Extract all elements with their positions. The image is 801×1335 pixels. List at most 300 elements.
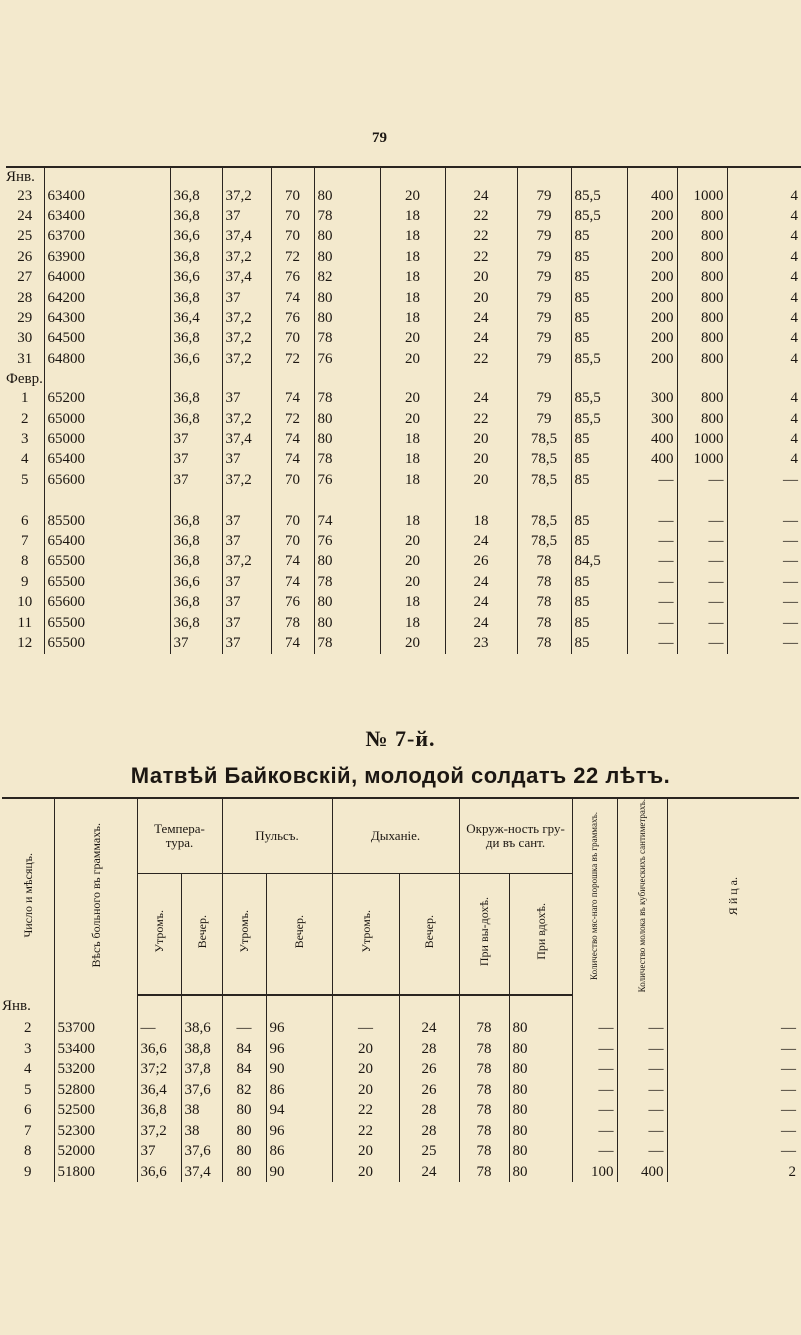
cell-eggs: 4 — [727, 389, 801, 409]
cell-pulse-m: 82 — [222, 1080, 266, 1101]
cell-chest-out: 78 — [459, 1080, 509, 1101]
cell-eggs: 4 — [727, 227, 801, 247]
cell-temp-m: 36,6 — [170, 572, 222, 592]
cell-weight: 65000 — [44, 409, 170, 429]
empty-cell — [667, 995, 799, 1018]
cell-milk: 1000 — [677, 450, 727, 470]
cell-powder: 200 — [627, 227, 677, 247]
empty-cell — [380, 167, 445, 186]
spacer-row — [6, 490, 801, 510]
cell-powder: — — [627, 531, 677, 551]
cell-weight: 65500 — [44, 613, 170, 633]
cell-chest-out: 78 — [459, 1100, 509, 1121]
cell-chest-out: 78,5 — [517, 531, 571, 551]
cell-pulse-e: 96 — [266, 1039, 332, 1060]
cell-pulse-e: 80 — [314, 227, 380, 247]
cell-chest-in: 85 — [571, 288, 627, 308]
cell-temp-e: 37,2 — [222, 329, 271, 349]
cell-milk: — — [617, 1059, 667, 1080]
cell-powder: — — [572, 1141, 617, 1162]
cell-milk: — — [677, 592, 727, 612]
table-row — [6, 429, 801, 449]
cell-day: 3 — [24, 1040, 32, 1057]
cell-resp-e: 28 — [399, 1100, 459, 1121]
cell-pulse-e: 78 — [314, 206, 380, 226]
cell-pulse-m: 76 — [271, 308, 314, 328]
cell-pulse-e: 96 — [266, 1121, 332, 1142]
cell-pulse-m: 74 — [271, 552, 314, 572]
month-row — [2, 995, 799, 1018]
cell-temp-m: 36,8 — [170, 329, 222, 349]
cell-resp-m: 20 — [380, 552, 445, 572]
cell-temp-e: 38 — [181, 1121, 222, 1142]
header-temp-evening: Вечер. — [181, 873, 222, 995]
cell-resp-e: 26 — [399, 1080, 459, 1101]
empty-cell — [399, 995, 459, 1018]
cell-pulse-m: 74 — [271, 633, 314, 653]
empty-cell — [445, 370, 517, 389]
month-label: Февр. — [6, 370, 43, 387]
cell-pulse-e: 86 — [266, 1080, 332, 1101]
empty-cell — [222, 490, 271, 510]
table-row — [2, 1100, 799, 1121]
cell-chest-in: 80 — [509, 1018, 572, 1039]
cell-resp-m: 20 — [380, 633, 445, 653]
cell-eggs: — — [727, 613, 801, 633]
cell-milk: — — [677, 633, 727, 653]
cell-milk: — — [617, 1141, 667, 1162]
cell-chest-in: 85,5 — [571, 206, 627, 226]
cell-weight: 53700 — [54, 1018, 137, 1039]
cell-milk: 800 — [677, 409, 727, 429]
cell-powder: 200 — [627, 349, 677, 369]
cell-weight: 64500 — [44, 329, 170, 349]
cell-milk: 800 — [677, 308, 727, 328]
cell-weight: 52800 — [54, 1080, 137, 1101]
empty-cell — [222, 995, 266, 1018]
empty-cell — [727, 490, 801, 510]
cell-pulse-m: 84 — [222, 1039, 266, 1060]
cell-chest-in: 85,5 — [571, 186, 627, 206]
cell-resp-m: 20 — [380, 409, 445, 429]
cell-resp-m: 20 — [380, 329, 445, 349]
cell-resp-e: 24 — [445, 531, 517, 551]
table-row — [6, 572, 801, 592]
empty-cell — [380, 490, 445, 510]
cell-temp-m: 36,8 — [170, 511, 222, 531]
cell-eggs: — — [727, 592, 801, 612]
cell-temp-m: 36,8 — [170, 613, 222, 633]
empty-cell — [222, 370, 271, 389]
cell-day: 25 — [17, 228, 33, 245]
cell-pulse-e: 76 — [314, 349, 380, 369]
table-row — [2, 1018, 799, 1039]
cell-pulse-m: 80 — [222, 1162, 266, 1183]
cell-temp-e: 37,8 — [181, 1059, 222, 1080]
cell-powder: — — [572, 1121, 617, 1142]
empty-cell — [627, 370, 677, 389]
cell-powder: — — [627, 470, 677, 490]
empty-cell — [459, 995, 509, 1018]
cell-pulse-e: 82 — [314, 268, 380, 288]
cell-resp-e: 20 — [445, 470, 517, 490]
cell-powder: 200 — [627, 247, 677, 267]
cell-day: 6 — [24, 1102, 32, 1119]
cell-powder: — — [572, 1059, 617, 1080]
cell-temp-e: 37,2 — [222, 308, 271, 328]
cell-weight: 64300 — [44, 308, 170, 328]
cell-eggs: 4 — [727, 409, 801, 429]
cell-chest-out: 79 — [517, 227, 571, 247]
cell-weight: 63900 — [44, 247, 170, 267]
cell-temp-m: 36,8 — [170, 409, 222, 429]
cell-temp-e: 37,4 — [222, 268, 271, 288]
cell-pulse-m: 72 — [271, 247, 314, 267]
cell-weight: 65500 — [44, 552, 170, 572]
month-row — [6, 167, 801, 186]
empty-cell — [266, 995, 332, 1018]
cell-chest-out: 79 — [517, 268, 571, 288]
cell-resp-m: 20 — [380, 389, 445, 409]
table-row — [6, 470, 801, 490]
cell-chest-out: 78,5 — [517, 470, 571, 490]
cell-weight: 64000 — [44, 268, 170, 288]
table-row — [6, 349, 801, 369]
cell-chest-in: 85 — [571, 329, 627, 349]
cell-chest-out: 79 — [517, 389, 571, 409]
cell-temp-m: 37 — [170, 633, 222, 653]
cell-day: 12 — [17, 634, 33, 651]
cell-temp-e: 37 — [222, 450, 271, 470]
cell-temp-m: 36,8 — [137, 1100, 181, 1121]
cell-temp-e: 38,8 — [181, 1039, 222, 1060]
cell-weight: 65400 — [44, 450, 170, 470]
cell-resp-e: 24 — [445, 389, 517, 409]
cell-powder: 200 — [627, 329, 677, 349]
cell-resp-m: 20 — [332, 1059, 399, 1080]
cell-chest-out: 78 — [459, 1162, 509, 1183]
cell-resp-e: 20 — [445, 429, 517, 449]
cell-resp-e: 26 — [445, 552, 517, 572]
empty-cell — [727, 370, 801, 389]
cell-weight: 65500 — [44, 633, 170, 653]
cell-resp-e: 22 — [445, 409, 517, 429]
header-pulse-evening: Вечер. — [266, 873, 332, 995]
empty-cell — [332, 995, 399, 1018]
cell-day: 2 — [24, 1020, 32, 1037]
cell-chest-out: 79 — [517, 206, 571, 226]
cell-pulse-e: 76 — [314, 531, 380, 551]
cell-day: 7 — [24, 1122, 32, 1139]
cell-temp-e: 37,4 — [222, 429, 271, 449]
cell-milk: — — [677, 511, 727, 531]
cell-milk: — — [617, 1100, 667, 1121]
empty-cell — [271, 490, 314, 510]
cell-powder: 400 — [627, 186, 677, 206]
cell-weight: 65600 — [44, 470, 170, 490]
cell-chest-out: 79 — [517, 247, 571, 267]
empty-cell — [44, 490, 170, 510]
cell-powder: 200 — [627, 308, 677, 328]
cell-eggs: 4 — [727, 186, 801, 206]
cell-resp-e: 20 — [445, 268, 517, 288]
empty-cell — [677, 370, 727, 389]
cell-resp-m: 20 — [380, 349, 445, 369]
cell-milk: — — [617, 1121, 667, 1142]
empty-cell — [571, 370, 627, 389]
cell-eggs: 4 — [727, 349, 801, 369]
cell-powder: — — [572, 1080, 617, 1101]
table-row — [6, 268, 801, 288]
cell-pulse-m: 74 — [271, 429, 314, 449]
empty-cell — [571, 167, 627, 186]
cell-pulse-e: 78 — [314, 389, 380, 409]
cell-pulse-e: 78 — [314, 450, 380, 470]
cell-resp-e: 22 — [445, 206, 517, 226]
cell-day: 24 — [17, 208, 33, 225]
empty-cell — [54, 995, 137, 1018]
header-temp-morning: Утромъ. — [137, 873, 181, 995]
cell-resp-m: 22 — [332, 1121, 399, 1142]
empty-cell — [271, 370, 314, 389]
table-row — [6, 511, 801, 531]
cell-pulse-m: 70 — [271, 511, 314, 531]
cell-chest-in: 85 — [571, 572, 627, 592]
empty-cell — [517, 490, 571, 510]
cell-resp-e: 22 — [445, 227, 517, 247]
cell-pulse-e: 80 — [314, 247, 380, 267]
cell-chest-out: 79 — [517, 288, 571, 308]
cell-eggs: 4 — [727, 288, 801, 308]
cell-day: 8 — [21, 553, 29, 570]
empty-cell — [170, 490, 222, 510]
cell-temp-e: 37 — [222, 592, 271, 612]
cell-weight: 63700 — [44, 227, 170, 247]
month-label: Янв. — [6, 168, 35, 185]
cell-eggs: 4 — [727, 308, 801, 328]
cell-milk: 800 — [677, 349, 727, 369]
cell-milk: — — [617, 1039, 667, 1060]
table-row — [2, 1080, 799, 1101]
table-row — [6, 552, 801, 572]
header-temperature: Темпера-тура. — [137, 798, 222, 873]
empty-cell — [181, 995, 222, 1018]
cell-milk: — — [617, 1080, 667, 1101]
cell-chest-out: 78 — [517, 572, 571, 592]
cell-pulse-m: 70 — [271, 186, 314, 206]
cell-milk: 400 — [617, 1162, 667, 1183]
cell-temp-m: 36,8 — [170, 389, 222, 409]
cell-day: 4 — [21, 451, 29, 468]
cell-temp-m: 36,6 — [137, 1162, 181, 1183]
cell-resp-m: 20 — [380, 572, 445, 592]
empty-cell — [445, 490, 517, 510]
empty-cell — [517, 167, 571, 186]
cell-resp-m: 22 — [332, 1100, 399, 1121]
cell-eggs: — — [727, 470, 801, 490]
cell-pulse-e: 80 — [314, 308, 380, 328]
table-row — [2, 1141, 799, 1162]
cell-weight: 65400 — [44, 531, 170, 551]
cell-resp-m: 20 — [332, 1162, 399, 1183]
cell-milk: 800 — [677, 288, 727, 308]
cell-resp-m: 18 — [380, 288, 445, 308]
cell-pulse-m: 70 — [271, 329, 314, 349]
table2-body — [2, 995, 799, 1182]
cell-pulse-m: 80 — [222, 1141, 266, 1162]
cell-chest-in: 80 — [509, 1039, 572, 1060]
cell-eggs: 2 — [667, 1162, 799, 1183]
cell-chest-out: 79 — [517, 409, 571, 429]
cell-eggs: — — [667, 1059, 799, 1080]
cell-temp-m: 37 — [137, 1141, 181, 1162]
cell-pulse-m: 74 — [271, 572, 314, 592]
cell-pulse-e: 86 — [266, 1141, 332, 1162]
empty-cell — [271, 167, 314, 186]
cell-pulse-m: 70 — [271, 531, 314, 551]
cell-pulse-m: 70 — [271, 470, 314, 490]
cell-temp-m: 37 — [170, 429, 222, 449]
cell-temp-m: 36,6 — [137, 1039, 181, 1060]
cell-temp-e: 37,2 — [222, 470, 271, 490]
cell-eggs: — — [727, 552, 801, 572]
cell-eggs: 4 — [727, 429, 801, 449]
cell-temp-m: — — [137, 1018, 181, 1039]
cell-weight: 65200 — [44, 389, 170, 409]
cell-powder: 400 — [627, 450, 677, 470]
cell-resp-e: 22 — [445, 247, 517, 267]
cell-resp-m: 18 — [380, 511, 445, 531]
cell-temp-m: 36,8 — [170, 206, 222, 226]
cell-temp-m: 37,2 — [137, 1121, 181, 1142]
cell-pulse-m: 74 — [271, 288, 314, 308]
cell-eggs: — — [667, 1018, 799, 1039]
cell-resp-e: 20 — [445, 450, 517, 470]
header-pulse: Пульсъ. — [222, 798, 332, 873]
cell-chest-out: 78 — [517, 633, 571, 653]
cell-temp-e: 37 — [222, 572, 271, 592]
cell-pulse-e: 78 — [314, 329, 380, 349]
empty-cell — [572, 995, 617, 1018]
empty-cell — [137, 995, 181, 1018]
empty-cell — [380, 370, 445, 389]
header-meat-powder: Количество мяс-наго порошка въ граммахъ. — [572, 798, 617, 995]
cell-powder: 100 — [572, 1162, 617, 1183]
cell-temp-e: 38,6 — [181, 1018, 222, 1039]
cell-pulse-m: 70 — [271, 227, 314, 247]
cell-chest-in: 80 — [509, 1100, 572, 1121]
cell-powder: 400 — [627, 429, 677, 449]
cell-weight: 52000 — [54, 1141, 137, 1162]
cell-pulse-e: 80 — [314, 186, 380, 206]
table-row — [6, 227, 801, 247]
cell-temp-m: 36,4 — [170, 308, 222, 328]
cell-temp-e: 37,2 — [222, 349, 271, 369]
header-chest-exhale: При вы-дохѣ. — [459, 873, 509, 995]
cell-chest-in: 84,5 — [571, 552, 627, 572]
cell-pulse-e: 94 — [266, 1100, 332, 1121]
cell-pulse-m: 72 — [271, 409, 314, 429]
cell-resp-m: 18 — [380, 470, 445, 490]
cell-resp-m: 18 — [380, 268, 445, 288]
cell-weight: 53400 — [54, 1039, 137, 1060]
cell-resp-e: 23 — [445, 633, 517, 653]
empty-cell — [517, 370, 571, 389]
cell-resp-e: 25 — [399, 1141, 459, 1162]
cell-temp-e: 37 — [222, 389, 271, 409]
cell-chest-out: 78 — [517, 592, 571, 612]
empty-cell — [445, 167, 517, 186]
cell-weight: 52500 — [54, 1100, 137, 1121]
cell-temp-m: 37 — [170, 450, 222, 470]
cell-day: 1 — [21, 390, 29, 407]
table-row — [6, 531, 801, 551]
header-milk: Количество молока въ кубическихъ сантиметрахъ. — [617, 798, 667, 995]
cell-day: 9 — [21, 573, 29, 590]
cell-chest-in: 80 — [509, 1162, 572, 1183]
cell-temp-e: 37 — [222, 633, 271, 653]
header-resp-evening: Вечер. — [399, 873, 459, 995]
cell-pulse-m: 70 — [271, 206, 314, 226]
cell-pulse-m: 76 — [271, 268, 314, 288]
cell-chest-out: 78,5 — [517, 450, 571, 470]
cell-temp-m: 37 — [170, 470, 222, 490]
cell-pulse-m: 84 — [222, 1059, 266, 1080]
empty-cell — [314, 490, 380, 510]
empty-cell — [677, 490, 727, 510]
cell-chest-in: 80 — [509, 1080, 572, 1101]
cell-pulse-m: 72 — [271, 349, 314, 369]
cell-day: 5 — [24, 1081, 32, 1098]
table-row — [6, 288, 801, 308]
cell-temp-e: 37,6 — [181, 1141, 222, 1162]
cell-resp-e: 24 — [445, 572, 517, 592]
cell-pulse-e: 80 — [314, 613, 380, 633]
cell-resp-m: 18 — [380, 247, 445, 267]
cell-temp-e: 38 — [181, 1100, 222, 1121]
header-resp-morning: Утромъ. — [332, 873, 399, 995]
cell-temp-m: 36,6 — [170, 268, 222, 288]
cell-temp-m: 36,8 — [170, 531, 222, 551]
table-row — [6, 308, 801, 328]
cell-resp-e: 24 — [445, 308, 517, 328]
cell-temp-e: 37,2 — [222, 247, 271, 267]
cell-chest-out: 78 — [459, 1141, 509, 1162]
cell-milk: — — [677, 531, 727, 551]
cell-chest-in: 85 — [571, 613, 627, 633]
cell-day: 29 — [17, 310, 33, 327]
cell-eggs: 4 — [727, 450, 801, 470]
cell-chest-out: 79 — [517, 186, 571, 206]
cell-powder: — — [572, 1100, 617, 1121]
empty-cell — [571, 490, 627, 510]
cell-resp-e: 28 — [399, 1121, 459, 1142]
cell-chest-out: 79 — [517, 329, 571, 349]
cell-resp-e: 24 — [445, 329, 517, 349]
cell-resp-e: 20 — [445, 288, 517, 308]
cell-day: 23 — [17, 187, 33, 204]
cell-pulse-e: 80 — [314, 429, 380, 449]
cell-chest-out: 78 — [459, 1039, 509, 1060]
cell-eggs: — — [727, 572, 801, 592]
cell-chest-in: 85 — [571, 308, 627, 328]
cell-eggs: — — [667, 1039, 799, 1060]
cell-weight: 51800 — [54, 1162, 137, 1183]
cell-weight: 85500 — [44, 511, 170, 531]
cell-chest-in: 85 — [571, 450, 627, 470]
cell-resp-m: 18 — [380, 450, 445, 470]
cell-weight: 63400 — [44, 206, 170, 226]
